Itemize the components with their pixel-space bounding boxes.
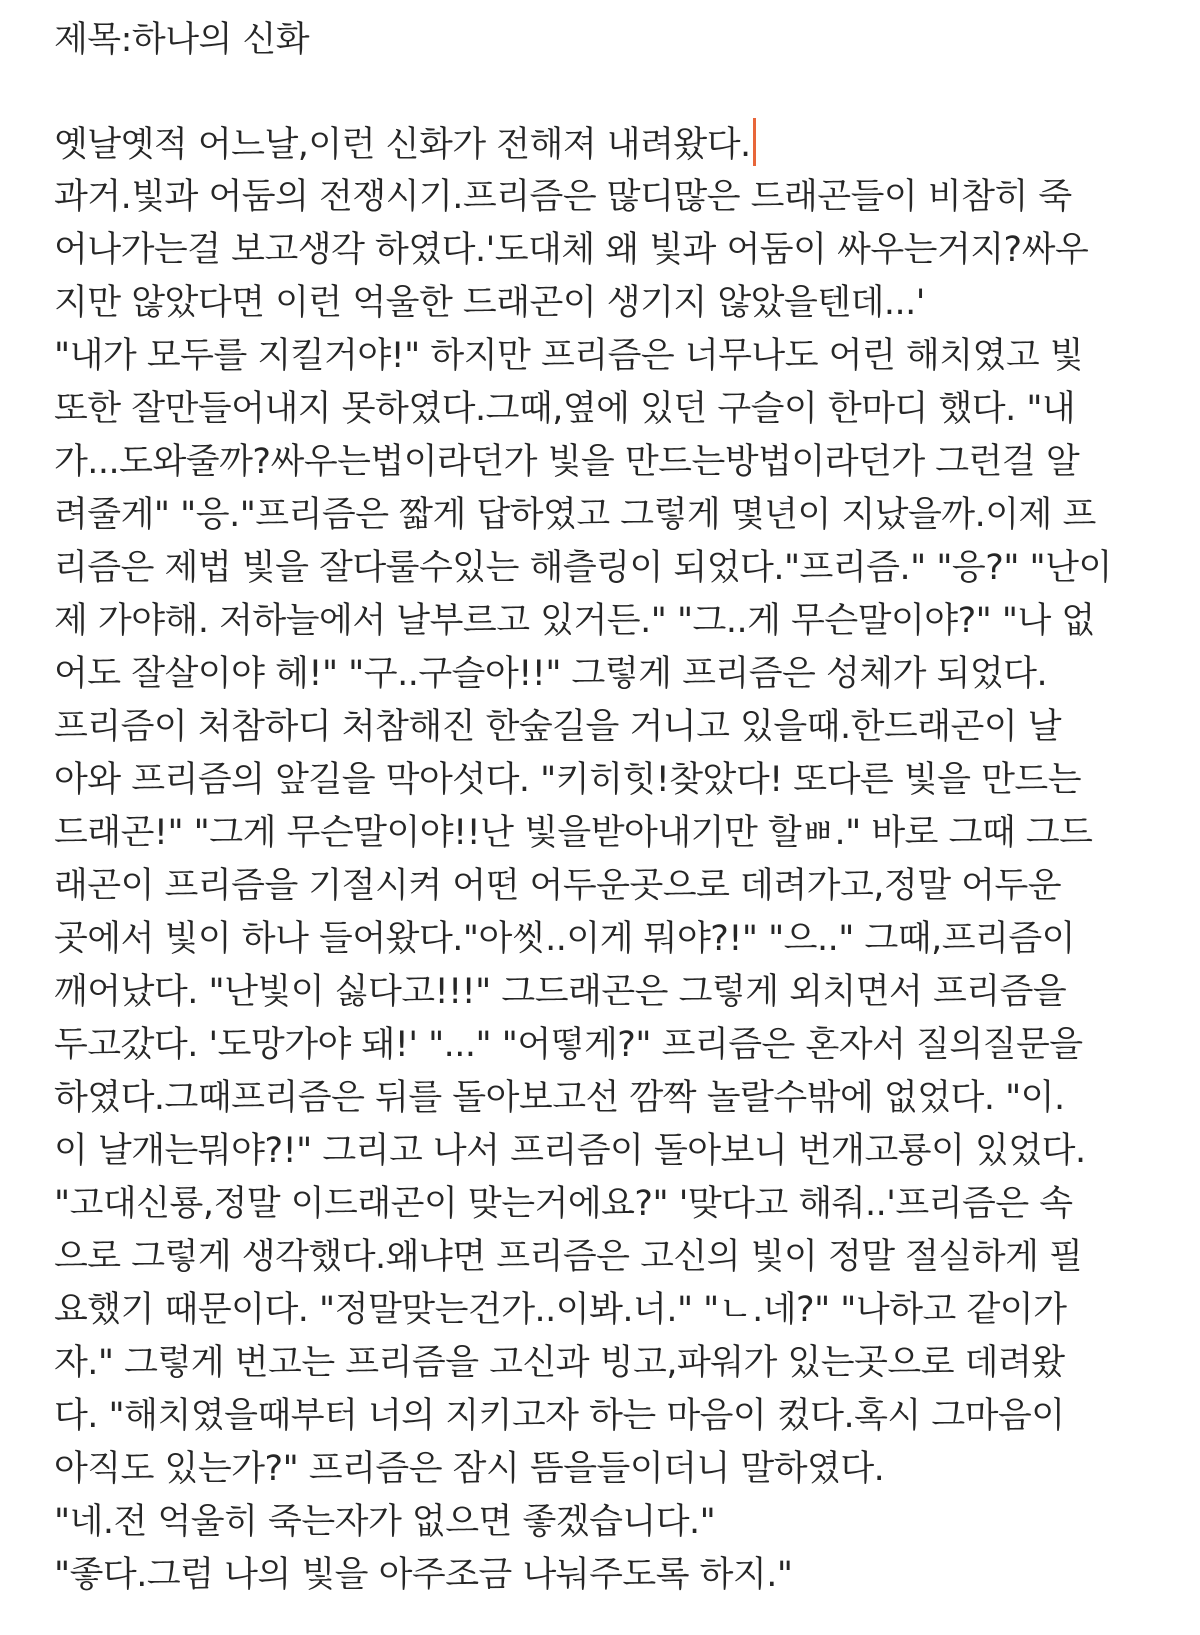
blank-line	[54, 67, 1160, 118]
text-line: "내가 모두를 지킬거야!" 하지만 프리즘은 너무나도 어린 해치였고 빛	[54, 336, 1084, 376]
text-line: 자." 그렇게 번고는 프리즘을 고신과 빙고,파워가 있는곳으로 데려왔	[54, 1343, 1065, 1383]
text-line: 또한 잘만들어내지 못하였다.그때,옆에 있던 구슬이 한마디 했다. "내	[54, 389, 1076, 429]
text-line	[54, 118, 1160, 171]
text-line: 아와 프리즘의 앞길을 막아섯다. "키히힛!찾았다! 또다른 빛을 만드는	[54, 760, 1082, 800]
text-line: 다. "해치였을때부터 너의 지키고자 하는 마음이 컸다.혹시 그마음이	[54, 1396, 1065, 1436]
text-line: 깨어났다. "난빛이 싫다고!!!" 그드래곤은 그렇게 외치면서 프리즘을	[54, 972, 1067, 1012]
text-line: "좋다.그럼 나의 빛을 아주조금 나눠주도록 하지."	[54, 1555, 793, 1595]
text-line: 두고갔다. '도망가야 돼!' "..." "어떻게?" 프리즘은 혼자서 질의질문을	[54, 1025, 1083, 1065]
text-line: 려줄게" "응."프리즘은 짧게 답하였고 그렇게 몇년이 지났을까.이제 프	[54, 495, 1096, 535]
text-line: 곳에서 빛이 하나 들어왔다."아씻..이게 뭐야?!" "으.." 그때,프리즘이	[54, 919, 1075, 959]
text-line: 프리즘이 처참하디 처참해진 한숲길을 거니고 있을때.한드래곤이 날	[54, 707, 1062, 747]
text-line: 요했기 때문이다. "정말맞는건가..이봐.너." "ㄴ.네?" "나하고 같이가	[54, 1290, 1067, 1330]
text-line: 아직도 있는가?" 프리즘은 잠시 뜸을들이더니 말하였다.	[54, 1449, 885, 1489]
text-line: 으로 그렇게 생각했다.왜냐면 프리즘은 고신의 빛이 정말 절실하게 필	[54, 1237, 1083, 1277]
text-line: 어나가는걸 보고생각 하였다.'도대체 왜 빛과 어둠이 싸우는거지?싸우	[54, 230, 1089, 270]
text-cursor	[753, 118, 756, 166]
text-line: 지만 않았다면 이런 억울한 드래곤이 생기지 않았을텐데...'	[54, 283, 925, 323]
text-line: 어도 잘살이야 헤!" "구..구슬아!!" 그렇게 프리즘은 성체가 되었다.	[54, 654, 1048, 694]
text-line: 이 날개는뭐야?!" 그리고 나서 프리즘이 돌아보니 번개고룡이 있었다.	[54, 1131, 1086, 1171]
text-line: "네.전 억울히 죽는자가 없으면 좋겠습니다."	[54, 1502, 716, 1542]
text-line: 가...도와줄까?싸우는법이라던가 빛을 만드는방법이라던가 그런걸 알	[54, 442, 1080, 482]
text-line-content: 옛날옛적 어느날,이런 신화가 전해져 내려왔다.	[54, 125, 751, 165]
text-line: "고대신룡,정말 이드래곤이 맞는거에요?" '맞다고 해줘..'프리즘은 속	[54, 1184, 1073, 1224]
text-line: 리즘은 제법 빛을 잘다룰수있는 해츨링이 되었다."프리즘." "응?" "난이	[54, 548, 1112, 588]
text-line: 과거.빛과 어둠의 전쟁시기.프리즘은 많디많은 드래곤들이 비참히 죽	[54, 177, 1072, 217]
text-line: 제 가야해. 저하늘에서 날부르고 있거든." "그..게 무슨말이야?" "나 없	[54, 601, 1095, 641]
text-line: 드래곤!" "그게 무슨말이야!!난 빛을받아내기만 할ㅃ." 바로 그때 그드	[54, 813, 1093, 853]
text-line: 래곤이 프리즘을 기절시켜 어떤 어두운곳으로 데려가고,정말 어두운	[54, 866, 1062, 906]
document-title: 제목:하나의 신화	[54, 20, 310, 60]
text-line: 하였다.그때프리즘은 뒤를 돌아보고선 깜짝 놀랄수밖에 없었다. "이.	[54, 1078, 1065, 1118]
